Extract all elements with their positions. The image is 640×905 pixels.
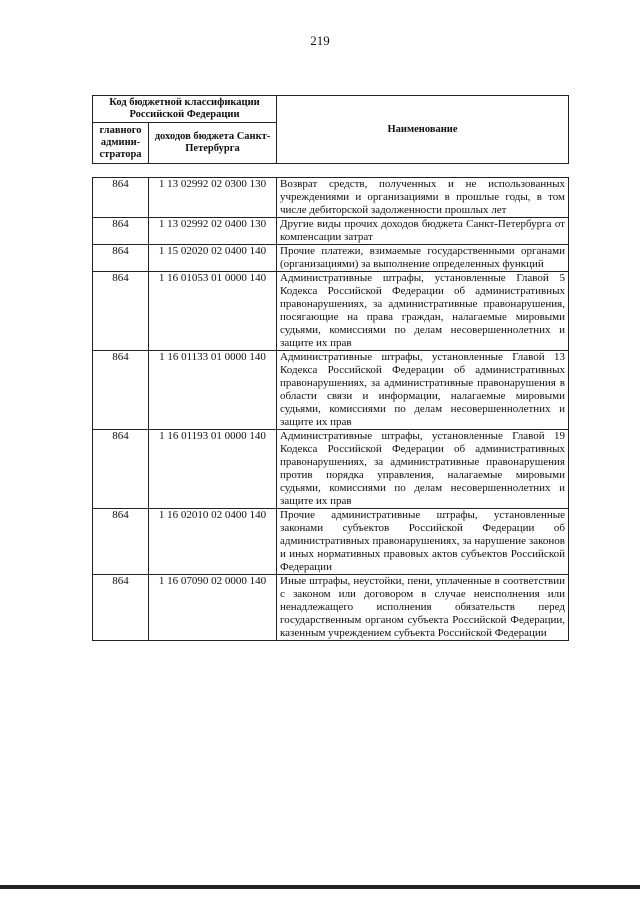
cell-name: Прочие административные штрафы, установленные законами субъектов Российской Федерации об административных правонарушениях, за нарушение законов и иных нормативных правовых актов субъектов Российской Федерации <box>277 509 569 575</box>
cell-code: 1 16 01133 01 0000 140 <box>149 351 277 430</box>
cell-admin: 864 <box>93 272 149 351</box>
cell-code: 1 16 01193 01 0000 140 <box>149 430 277 509</box>
table-row <box>93 245 569 272</box>
cell-code: 1 15 02020 02 0400 140 <box>149 245 277 272</box>
cell-name: Иные штрафы, неустойки, пени, уплаченные в соответствии с законом или договором в случае неисполнения или ненадлежащего исполнения обязательств перед государственным органом субъекта Российской Федерации, казенным учреждением субъекта Российской Федерации <box>277 575 569 641</box>
cell-name: Административные штрафы, установленные Главой 5 Кодекса Российской Федерации об административных правонарушениях, за административные правонарушения, посягающие на права граждан, налагаемые мировыми судьями, комиссиями по делам несовершеннолетних и защите их прав <box>277 272 569 351</box>
table-row <box>93 272 569 351</box>
cell-code: 1 16 01053 01 0000 140 <box>149 272 277 351</box>
table-row <box>93 218 569 245</box>
cell-admin: 864 <box>93 218 149 245</box>
cell-admin: 864 <box>93 178 149 218</box>
cell-admin: 864 <box>93 351 149 430</box>
table-row <box>93 351 569 430</box>
table-header <box>92 95 569 164</box>
table-row <box>93 178 569 218</box>
table-row <box>93 575 569 641</box>
bottom-rule <box>0 885 640 889</box>
cell-name: Другие виды прочих доходов бюджета Санкт-Петербурга от компенсации затрат <box>277 218 569 245</box>
table-row <box>93 430 569 509</box>
cell-name: Прочие платежи, взимаемые государственными органами (организациями) за выполнение определенных функций <box>277 245 569 272</box>
cell-code: 1 13 02992 02 0400 130 <box>149 218 277 245</box>
cell-admin: 864 <box>93 245 149 272</box>
cell-name: Возврат средств, полученных и не использованных учреждениями и организациями в прошлые годы, в том числе дебиторской задолженности прошлых лет <box>277 178 569 218</box>
table-row <box>93 509 569 575</box>
cell-name: Административные штрафы, установленные Главой 13 Кодекса Российской Федерации об административных правонарушениях, за административные правонарушения в области связи и информации, налагаемые мировыми судьями, комиссиями по делам несовершеннолетних и защите их прав <box>277 351 569 430</box>
cell-code: 1 13 02992 02 0300 130 <box>149 178 277 218</box>
budget-code-table <box>92 177 569 641</box>
page-number: 219 <box>310 33 330 48</box>
cell-code: 1 16 07090 02 0000 140 <box>149 575 277 641</box>
cell-admin: 864 <box>93 509 149 575</box>
cell-admin: 864 <box>93 430 149 509</box>
cell-name: Административные штрафы, установленные Главой 19 Кодекса Российской Федерации об административных правонарушениях, за административные правонарушения против порядка управления, налагаемые мировыми судьями, комиссиями по делам несовершеннолетних и защите их прав <box>277 430 569 509</box>
header-admin: главного админи-стратора <box>93 123 149 164</box>
header-code-group: Код бюджетной классификации Российской Федерации <box>93 96 277 123</box>
cell-admin: 864 <box>93 575 149 641</box>
header-income: доходов бюджета Санкт-Петербурга <box>149 123 277 164</box>
cell-code: 1 16 02010 02 0400 140 <box>149 509 277 575</box>
header-name: Наименование <box>277 96 569 164</box>
